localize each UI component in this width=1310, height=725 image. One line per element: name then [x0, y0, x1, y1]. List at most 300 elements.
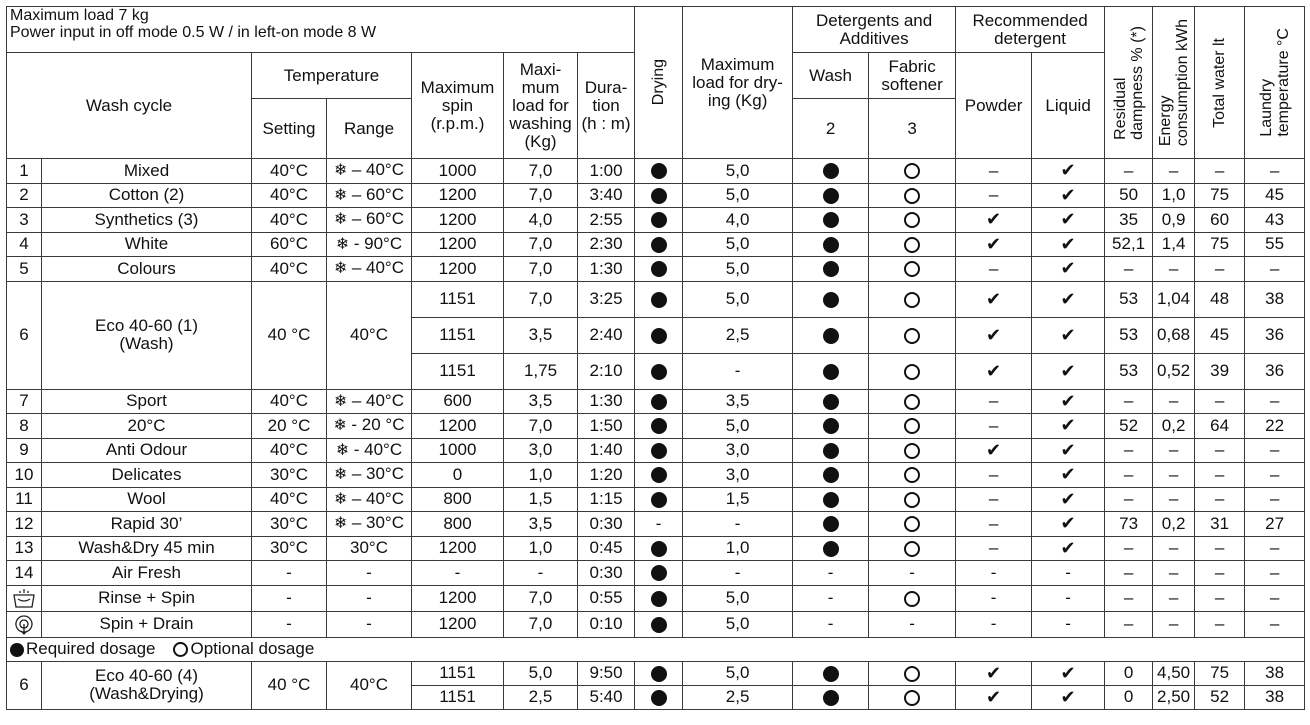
wash-dosage-cell	[793, 512, 869, 537]
drying-load-cell: 5,0	[683, 661, 793, 685]
range-header: Range	[327, 99, 412, 159]
liquid-cell	[1032, 317, 1105, 353]
duration-cell: 1:15	[578, 487, 635, 512]
check-icon: ✔	[1060, 662, 1076, 683]
wash-dosage-cell	[793, 438, 869, 463]
drying-cell	[635, 661, 683, 685]
fabric-softener-header: Fabric softener	[869, 53, 956, 99]
energy-cell: 4,50	[1153, 661, 1195, 685]
water-cell: –	[1195, 561, 1245, 586]
max-load-cell: 4,0	[504, 208, 578, 233]
required-dosage-icon	[823, 292, 839, 308]
temperature-header: Temperature	[252, 53, 412, 99]
snowflake-icon: ❄	[333, 211, 352, 229]
wash-program-name: Rinse + Spin	[42, 585, 252, 611]
wash-dosage-cell	[793, 281, 869, 317]
max-spin-cell: -	[412, 561, 504, 586]
laundry-temp-cell: –	[1245, 561, 1305, 586]
max-load-cell: 3,5	[504, 512, 578, 537]
max-load-cell: 2,5	[504, 685, 578, 709]
check-icon: ✔	[986, 209, 1002, 230]
wash-program-name: Air Fresh	[42, 561, 252, 586]
residual-dampness-cell: –	[1105, 536, 1153, 561]
wash-program-name: Colours	[42, 257, 252, 282]
drying-load-cell: 2,5	[683, 317, 793, 353]
temperature-setting: 30°C	[252, 463, 327, 488]
check-icon: ✔	[1060, 415, 1076, 436]
laundry-temp-cell: 36	[1245, 317, 1305, 353]
drying-cell	[635, 561, 683, 586]
powder-cell: –	[956, 463, 1032, 488]
temperature-range: ❄ – 30°C	[327, 463, 412, 488]
table-row	[7, 281, 1305, 317]
required-dosage-icon	[823, 541, 839, 557]
liquid-cell	[1032, 353, 1105, 389]
check-icon: ✔	[1060, 488, 1076, 509]
duration-cell: 2:40	[578, 317, 635, 353]
wash-cycle-header: Wash cycle	[7, 53, 252, 159]
optional-dosage-icon	[904, 666, 920, 682]
powder-cell: –	[956, 183, 1032, 208]
check-icon: ✔	[986, 233, 1002, 254]
laundry-temp-cell: –	[1245, 487, 1305, 512]
drying-load-cell: 1,0	[683, 536, 793, 561]
powder-cell: –	[956, 159, 1032, 184]
max-spin-cell: 1200	[412, 414, 504, 439]
liquid-cell	[1032, 463, 1105, 488]
residual-dampness-cell: –	[1105, 438, 1153, 463]
drying-cell	[635, 611, 683, 637]
wash-dosage-cell	[793, 661, 869, 685]
temperature-range: -	[327, 561, 412, 586]
laundry-temp-cell: –	[1245, 389, 1305, 414]
residual-dampness-cell: 52,1	[1105, 232, 1153, 257]
softener-dosage-cell	[869, 317, 956, 353]
drying-cell	[635, 585, 683, 611]
duration-cell: 2:55	[578, 208, 635, 233]
check-icon: ✔	[1060, 360, 1076, 381]
laundry-temp-cell: –	[1245, 159, 1305, 184]
duration-cell: 2:30	[578, 232, 635, 257]
temperature-setting: 40°C	[252, 438, 327, 463]
drying-load-cell: 3,5	[683, 389, 793, 414]
duration-cell: 1:30	[578, 389, 635, 414]
optional-dosage-icon	[904, 292, 920, 308]
drying-cell	[635, 463, 683, 488]
powder-cell: –	[956, 512, 1032, 537]
wash-program-name: Eco 40-60 (4) (Wash&Drying)	[42, 661, 252, 709]
max-load-cell: 1,75	[504, 353, 578, 389]
laundry-temp-cell: 55	[1245, 232, 1305, 257]
temperature-setting: 30°C	[252, 536, 327, 561]
row-number: 2	[7, 183, 42, 208]
residual-dampness-header: Residual dampness % (*)	[1105, 7, 1153, 159]
drying-header: Drying	[635, 7, 683, 159]
row-number: 9	[7, 438, 42, 463]
required-dosage-icon	[823, 364, 839, 380]
max-spin-cell: 1151	[412, 661, 504, 685]
snowflake-icon: ❄	[333, 466, 352, 484]
powder-cell	[956, 208, 1032, 233]
laundry-temp-cell: 38	[1245, 661, 1305, 685]
table-row	[7, 611, 1305, 637]
powder-cell	[956, 353, 1032, 389]
residual-dampness-cell: 53	[1105, 353, 1153, 389]
liquid-cell: -	[1032, 611, 1105, 637]
required-dosage-icon	[823, 261, 839, 277]
softener-dosage-cell	[869, 159, 956, 184]
max-load-cell: 3,5	[504, 317, 578, 353]
wash-program-name: Delicates	[42, 463, 252, 488]
temperature-setting: 40 °C	[252, 661, 327, 709]
snowflake-icon: ❄	[333, 260, 352, 278]
residual-dampness-cell: 50	[1105, 183, 1153, 208]
max-spin-cell: 1151	[412, 353, 504, 389]
laundry-temp-cell: 22	[1245, 414, 1305, 439]
max-spin-cell: 1200	[412, 257, 504, 282]
wash-program-name: Rapid 30’	[42, 512, 252, 537]
total-water-header: Total water lt	[1195, 7, 1245, 159]
check-icon: ✔	[986, 686, 1002, 707]
max-spin-cell: 1200	[412, 232, 504, 257]
max-load-cell: 5,0	[504, 661, 578, 685]
wash-dosage-cell: -	[793, 561, 869, 586]
temperature-setting: 30°C	[252, 512, 327, 537]
powder-cell: –	[956, 487, 1032, 512]
optional-dosage-icon	[904, 212, 920, 228]
softener-dosage-cell	[869, 414, 956, 439]
residual-dampness-cell: –	[1105, 159, 1153, 184]
powder-cell	[956, 685, 1032, 709]
temperature-range: ❄ – 60°C	[327, 208, 412, 233]
water-cell: –	[1195, 585, 1245, 611]
softener-dosage-cell	[869, 463, 956, 488]
snowflake-icon: ❄	[333, 162, 352, 180]
max-load-cell: 7,0	[504, 611, 578, 637]
check-icon: ✔	[986, 662, 1002, 683]
softener-dosage-cell: -	[869, 561, 956, 586]
optional-dosage-icon	[904, 591, 920, 607]
laundry-temp-cell: 36	[1245, 353, 1305, 389]
temperature-range: ❄ – 40°C	[327, 159, 412, 184]
energy-cell: –	[1153, 611, 1195, 637]
row-number: 5	[7, 257, 42, 282]
required-dosage-icon	[823, 467, 839, 483]
max-spin-cell: 1151	[412, 317, 504, 353]
snowflake-icon: ❄	[333, 417, 352, 435]
required-dosage-icon	[651, 212, 667, 228]
laundry-temp-cell: –	[1245, 611, 1305, 637]
duration-header: Dura- tion (h : m)	[578, 53, 635, 159]
wash-dosage-cell	[793, 159, 869, 184]
row-number	[7, 611, 42, 637]
wash-dosage-cell	[793, 353, 869, 389]
snowflake-icon: ❄	[333, 392, 352, 410]
setting-header: Setting	[252, 99, 327, 159]
wash-dosage-cell: -	[793, 611, 869, 637]
water-cell: –	[1195, 159, 1245, 184]
row-number: 10	[7, 463, 42, 488]
residual-dampness-cell: –	[1105, 611, 1153, 637]
residual-dampness-cell: –	[1105, 463, 1153, 488]
energy-cell: 2,50	[1153, 685, 1195, 709]
duration-cell: 3:40	[578, 183, 635, 208]
legend-required-label: Required dosage	[26, 639, 156, 658]
laundry-temp-cell: –	[1245, 536, 1305, 561]
residual-dampness-cell: 73	[1105, 512, 1153, 537]
energy-cell: 1,04	[1153, 281, 1195, 317]
temperature-setting: 40°C	[252, 389, 327, 414]
max-load-cell: 7,0	[504, 159, 578, 184]
required-dosage-icon	[651, 261, 667, 277]
max-load-cell: 7,0	[504, 232, 578, 257]
required-dosage-icon	[823, 212, 839, 228]
powder-cell: –	[956, 389, 1032, 414]
duration-cell: 5:40	[578, 685, 635, 709]
table-row	[7, 257, 1305, 282]
liquid-cell	[1032, 208, 1105, 233]
duration-cell: 0:55	[578, 585, 635, 611]
drying-cell: -	[635, 512, 683, 537]
residual-dampness-cell: 35	[1105, 208, 1153, 233]
water-cell: 52	[1195, 685, 1245, 709]
softener-dosage-cell	[869, 232, 956, 257]
duration-cell: 0:10	[578, 611, 635, 637]
required-dosage-icon	[651, 617, 667, 633]
temperature-setting: 40°C	[252, 159, 327, 184]
required-dosage-icon	[651, 418, 667, 434]
max-spin-cell: 800	[412, 487, 504, 512]
wash-dosage-cell	[793, 208, 869, 233]
laundry-temp-cell: 38	[1245, 281, 1305, 317]
temperature-range: ❄ - 40°C	[327, 438, 412, 463]
drying-cell	[635, 536, 683, 561]
wash-dosage-cell	[793, 317, 869, 353]
duration-cell: 3:25	[578, 281, 635, 317]
softener-dosage-cell	[869, 438, 956, 463]
temperature-range: -	[327, 585, 412, 611]
required-dosage-icon	[823, 394, 839, 410]
check-icon: ✔	[986, 439, 1002, 460]
max-load-cell: 7,0	[504, 281, 578, 317]
drying-load-cell: 5,0	[683, 585, 793, 611]
row-number: 13	[7, 536, 42, 561]
water-cell: –	[1195, 389, 1245, 414]
power-input-info: Power input in off mode 0.5 W / in left-on mode 8 W	[10, 24, 377, 41]
softener-dosage-cell	[869, 512, 956, 537]
drying-load-cell: 5,0	[683, 257, 793, 282]
row-number: 6	[7, 281, 42, 389]
water-cell: 48	[1195, 281, 1245, 317]
temperature-setting: 40 °C	[252, 281, 327, 389]
energy-cell: 0,2	[1153, 512, 1195, 537]
drying-cell	[635, 438, 683, 463]
optional-dosage-icon	[904, 188, 920, 204]
residual-dampness-cell: –	[1105, 487, 1153, 512]
max-spin-cell: 1200	[412, 536, 504, 561]
drying-load-cell: 3,0	[683, 463, 793, 488]
powder-header: Powder	[956, 53, 1032, 159]
row-number: 6	[7, 661, 42, 709]
temperature-range: ❄ - 90°C	[327, 232, 412, 257]
duration-cell: 1:20	[578, 463, 635, 488]
wash-dosage-cell	[793, 463, 869, 488]
check-icon: ✔	[1060, 288, 1076, 309]
wash-cycle-table	[6, 6, 1305, 710]
max-spin-cell: 1200	[412, 611, 504, 637]
optional-dosage-icon	[904, 467, 920, 483]
max-load-cell: 7,0	[504, 183, 578, 208]
check-icon: ✔	[1060, 464, 1076, 485]
powder-cell: -	[956, 561, 1032, 586]
liquid-cell	[1032, 414, 1105, 439]
required-dosage-icon	[823, 188, 839, 204]
drying-load-cell: 3,0	[683, 438, 793, 463]
row-number: 3	[7, 208, 42, 233]
optional-dosage-icon	[904, 492, 920, 508]
spin-drain-icon	[11, 613, 37, 635]
temperature-range: 30°C	[327, 536, 412, 561]
optional-dosage-icon	[904, 394, 920, 410]
duration-cell: 1:00	[578, 159, 635, 184]
energy-cell: 1,0	[1153, 183, 1195, 208]
table-row	[7, 208, 1305, 233]
energy-cell: –	[1153, 389, 1195, 414]
temperature-range: ❄ – 30°C	[327, 512, 412, 537]
check-icon: ✔	[1060, 209, 1076, 230]
table-row	[7, 585, 1305, 611]
table-row	[7, 183, 1305, 208]
temperature-setting: 40°C	[252, 208, 327, 233]
max-spin-cell: 1200	[412, 183, 504, 208]
duration-cell: 0:30	[578, 561, 635, 586]
detergents-header: Detergents and Additives	[793, 7, 956, 53]
drying-cell	[635, 281, 683, 317]
snowflake-icon: ❄	[335, 441, 354, 459]
required-dosage-icon	[651, 364, 667, 380]
table-row	[7, 232, 1305, 257]
max-spin-cell: 1151	[412, 685, 504, 709]
liquid-cell	[1032, 232, 1105, 257]
liquid-cell	[1032, 536, 1105, 561]
wash-program-name: Spin + Drain	[42, 611, 252, 637]
water-cell: 60	[1195, 208, 1245, 233]
optional-dosage-icon	[904, 364, 920, 380]
max-spin-cell: 1200	[412, 585, 504, 611]
snowflake-icon: ❄	[333, 490, 352, 508]
check-icon: ✔	[1060, 439, 1076, 460]
max-load-cell: 1,0	[504, 536, 578, 561]
residual-dampness-cell: 53	[1105, 281, 1153, 317]
water-cell: –	[1195, 438, 1245, 463]
drying-cell	[635, 317, 683, 353]
drying-cell	[635, 257, 683, 282]
required-dosage-icon	[823, 163, 839, 179]
required-dosage-icon	[651, 541, 667, 557]
powder-cell	[956, 232, 1032, 257]
drying-cell	[635, 159, 683, 184]
duration-cell: 2:10	[578, 353, 635, 389]
liquid-cell	[1032, 281, 1105, 317]
wash-program-name: Anti Odour	[42, 438, 252, 463]
energy-cell: 0,68	[1153, 317, 1195, 353]
temperature-setting: 40°C	[252, 183, 327, 208]
powder-cell: -	[956, 585, 1032, 611]
required-dosage-icon	[651, 163, 667, 179]
required-dosage-icon	[651, 565, 667, 581]
drying-load-cell: 4,0	[683, 208, 793, 233]
laundry-temp-cell: 45	[1245, 183, 1305, 208]
wash-program-name: Wool	[42, 487, 252, 512]
powder-cell: –	[956, 414, 1032, 439]
powder-cell: –	[956, 536, 1032, 561]
required-dosage-icon	[651, 188, 667, 204]
wash-dosage-cell	[793, 257, 869, 282]
temperature-range: ❄ - 20 °C	[327, 414, 412, 439]
laundry-temp-cell: 38	[1245, 685, 1305, 709]
liquid-cell	[1032, 257, 1105, 282]
table-row	[7, 561, 1305, 586]
liquid-header: Liquid	[1032, 53, 1105, 159]
residual-dampness-cell: –	[1105, 257, 1153, 282]
check-icon: ✔	[1060, 686, 1076, 707]
laundry-temp-cell: –	[1245, 463, 1305, 488]
temperature-range: 40°C	[327, 661, 412, 709]
wash-dosage-cell: -	[793, 585, 869, 611]
required-dosage-icon	[651, 492, 667, 508]
energy-cell: –	[1153, 536, 1195, 561]
check-icon: ✔	[1060, 537, 1076, 558]
max-load-cell: 7,0	[504, 585, 578, 611]
softener-dosage-cell	[869, 257, 956, 282]
max-load-cell: 1,0	[504, 463, 578, 488]
row-number: 8	[7, 414, 42, 439]
duration-cell: 1:30	[578, 257, 635, 282]
temperature-setting: -	[252, 585, 327, 611]
energy-cell: –	[1153, 159, 1195, 184]
max-spin-cell: 1200	[412, 208, 504, 233]
energy-cell: 0,2	[1153, 414, 1195, 439]
temperature-range: ❄ – 40°C	[327, 257, 412, 282]
check-icon: ✔	[986, 360, 1002, 381]
liquid-cell	[1032, 487, 1105, 512]
drying-load-cell: 5,0	[683, 281, 793, 317]
wash-dosage-cell	[793, 536, 869, 561]
residual-dampness-cell: 52	[1105, 414, 1153, 439]
liquid-cell	[1032, 183, 1105, 208]
table-row	[7, 536, 1305, 561]
energy-cell: 1,4	[1153, 232, 1195, 257]
optional-dosage-icon	[904, 328, 920, 344]
wash-header: Wash	[793, 53, 869, 99]
drying-cell	[635, 208, 683, 233]
row-number: 1	[7, 159, 42, 184]
row-number	[7, 585, 42, 611]
powder-cell	[956, 438, 1032, 463]
laundry-temp-cell: –	[1245, 257, 1305, 282]
softener-compartment-number: 3	[869, 99, 956, 159]
temperature-range: -	[327, 611, 412, 637]
legend-optional-label: Optional dosage	[190, 639, 315, 658]
energy-cell: –	[1153, 257, 1195, 282]
row-number: 7	[7, 389, 42, 414]
water-cell: 64	[1195, 414, 1245, 439]
drying-load-cell: 1,5	[683, 487, 793, 512]
max-spin-cell: 600	[412, 389, 504, 414]
drying-load-cell: 5,0	[683, 232, 793, 257]
table-row	[7, 414, 1305, 439]
required-dosage-icon	[823, 237, 839, 253]
